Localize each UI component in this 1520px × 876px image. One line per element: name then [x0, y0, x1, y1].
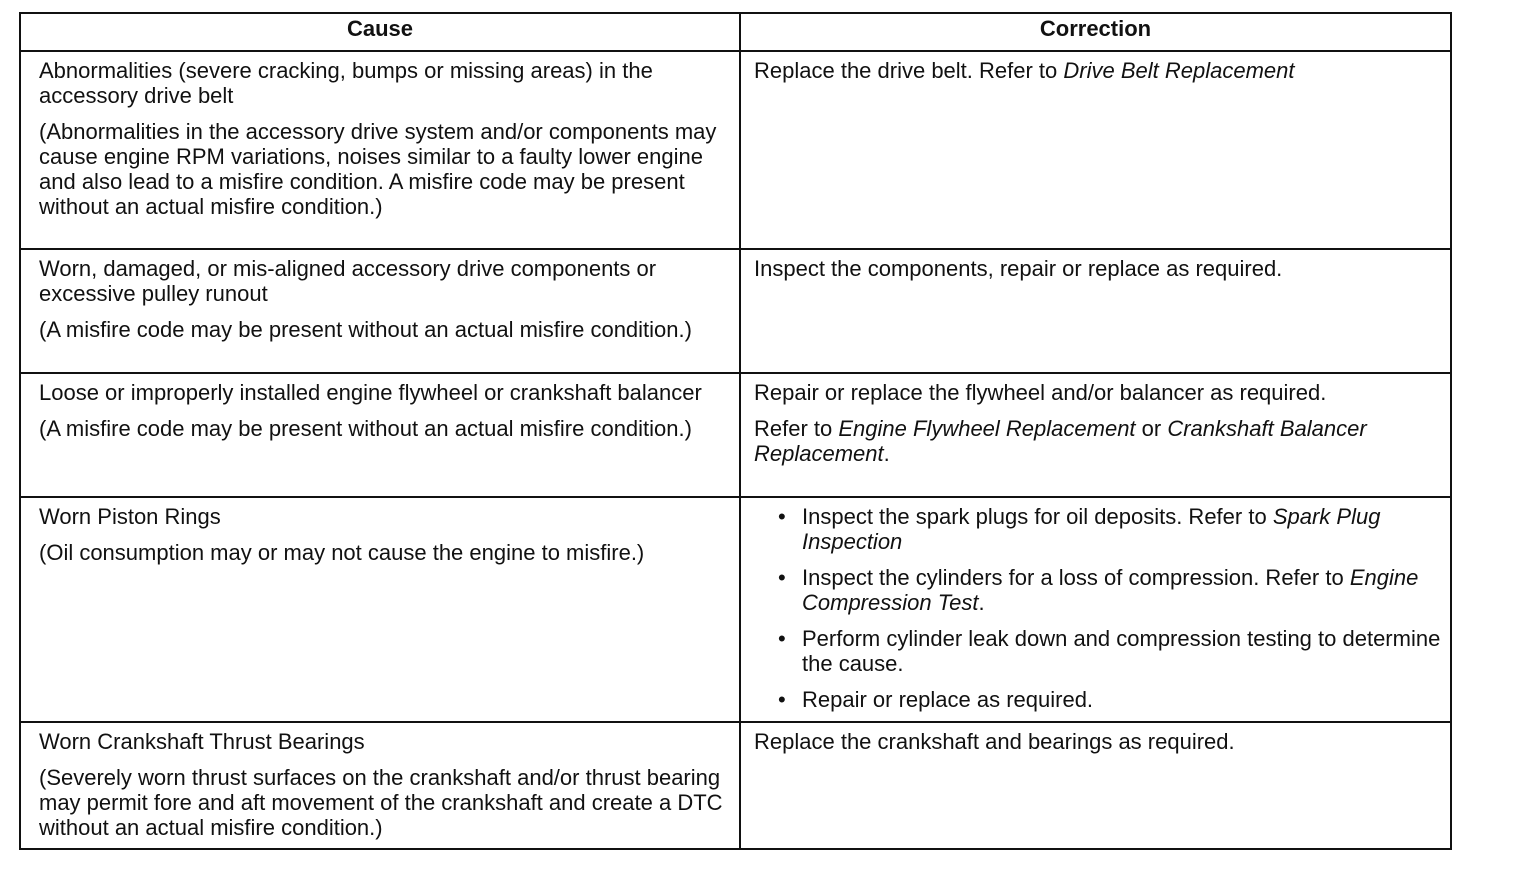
- diagnostic-table: [19, 12, 1452, 850]
- list-item: • Inspect the cylinders for a loss of compression. Refer to Engine Compression Test.: [778, 565, 1419, 615]
- cause-note: (Abnormalities in the accessory drive system and/or components may cause engine RPM variations, noises similar to a faulty lower engine and also lead to a misfire condition. A misfire code may be present without an actual misfire condition.): [39, 119, 717, 219]
- bullet-icon: •: [778, 626, 786, 651]
- correction-text: Repair or replace the flywheel and/or balancer as required.: [754, 380, 1327, 405]
- procedure-reference: Engine Flywheel Replacement: [838, 416, 1136, 441]
- correction-text: Replace the drive belt. Refer to Drive Belt Replacement: [754, 58, 1295, 83]
- cause-cell: [20, 249, 740, 373]
- header-cause: Cause: [20, 13, 740, 51]
- correction-bullet-list: [754, 504, 1442, 712]
- list-item: • Inspect the spark plugs for oil deposits. Refer to Spark Plug Inspection: [778, 504, 1381, 554]
- cause-cell: [20, 722, 740, 849]
- correction-text: Replace the crankshaft and bearings as required.: [754, 729, 1235, 754]
- cause-note: (A misfire code may be present without an actual misfire condition.): [39, 317, 692, 342]
- cause-text: Worn, damaged, or mis-aligned accessory drive components or excessive pulley runout: [39, 256, 657, 306]
- correction-cell: [740, 722, 1451, 849]
- correction-text: Inspect the components, repair or replace as required.: [754, 256, 1283, 281]
- table-row: [20, 722, 1451, 849]
- cause-note: (Severely worn thrust surfaces on the crankshaft and/or thrust bearing may permit fore and aft movement of the crankshaft and create a DTC without an actual misfire condition.): [39, 765, 723, 840]
- table-row: [20, 51, 1451, 249]
- table-row: [20, 497, 1451, 722]
- correction-reference-line: Refer to Engine Flywheel Replacement or Crankshaft Balancer Replacement.: [754, 416, 1367, 466]
- header-row: [20, 13, 1451, 51]
- table-row: [20, 373, 1451, 497]
- cause-text: Worn Crankshaft Thrust Bearings: [39, 729, 365, 754]
- bullet-icon: •: [778, 687, 786, 712]
- bullet-icon: •: [778, 565, 786, 590]
- procedure-reference: Drive Belt Replacement: [1063, 58, 1295, 83]
- procedure-reference: Engine Compression Test: [802, 565, 1419, 615]
- correction-cell: [740, 249, 1451, 373]
- procedure-reference: Spark Plug Inspection: [802, 504, 1381, 554]
- correction-cell: [740, 51, 1451, 249]
- cause-cell: [20, 373, 740, 497]
- list-item: • Perform cylinder leak down and compression testing to determine the cause.: [778, 626, 1441, 676]
- cause-text: Abnormalities (severe cracking, bumps or missing areas) in the accessory drive belt: [39, 58, 653, 108]
- procedure-reference: Crankshaft Balancer Replacement: [754, 416, 1367, 466]
- list-item: • Repair or replace as required.: [778, 687, 1094, 712]
- cause-note: (Oil consumption may or may not cause the engine to misfire.): [39, 540, 645, 565]
- header-correction: Correction: [740, 13, 1451, 51]
- correction-cell: [740, 373, 1451, 497]
- cause-text: Loose or improperly installed engine flywheel or crankshaft balancer: [39, 380, 702, 405]
- cause-cell: [20, 497, 740, 722]
- table-row: [20, 249, 1451, 373]
- cause-note: (A misfire code may be present without an actual misfire condition.): [39, 416, 692, 441]
- correction-cell: [740, 497, 1451, 722]
- cause-cell: [20, 51, 740, 249]
- cause-text: Worn Piston Rings: [39, 504, 221, 529]
- bullet-icon: •: [778, 504, 786, 529]
